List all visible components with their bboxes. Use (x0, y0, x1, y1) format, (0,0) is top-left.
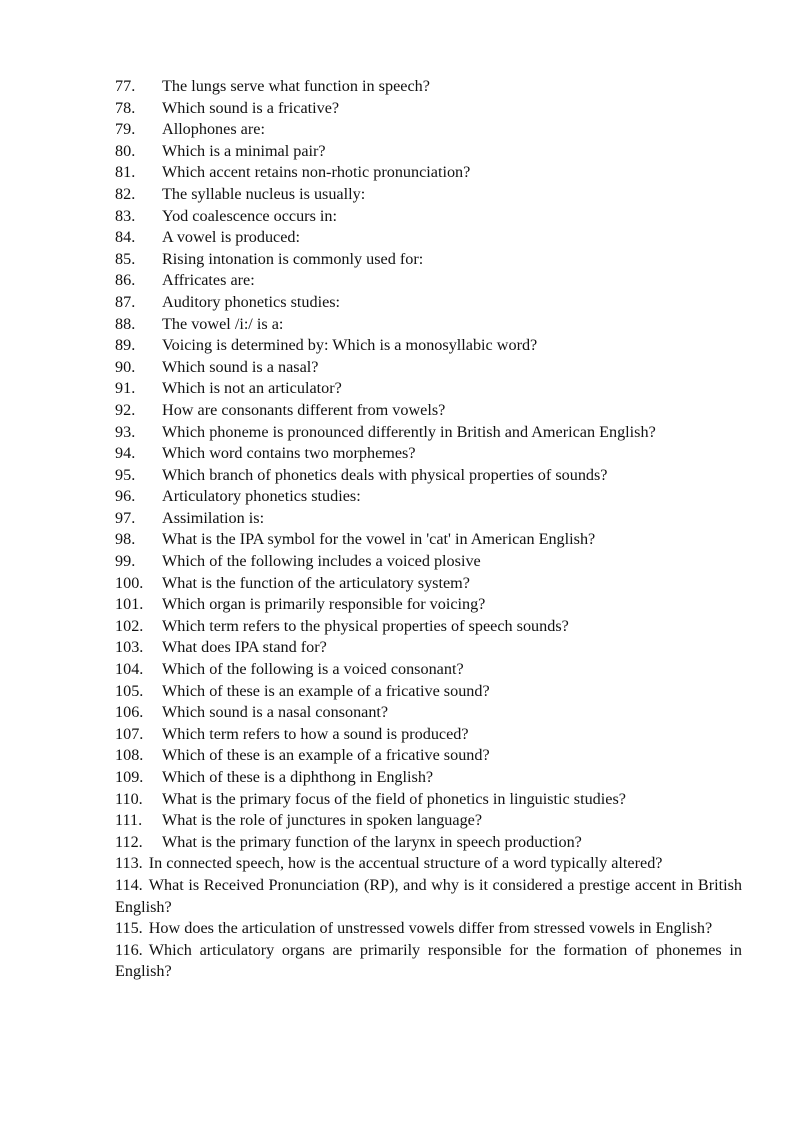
question-text: Which is not an articulator? (162, 379, 342, 398)
question-item (115, 314, 742, 336)
question-number: 108. (115, 746, 144, 765)
question-text: The vowel /i:/ is a: (162, 314, 284, 333)
question-text: Allophones are: (162, 120, 265, 139)
question-item (115, 378, 742, 400)
question-item (115, 357, 742, 379)
question-text: Voicing is determined by: Which is a monosyllabic word? (162, 336, 538, 355)
question-number: 82. (115, 184, 136, 203)
question-number: 90. (115, 357, 136, 376)
question-item (115, 551, 742, 573)
question-item (115, 98, 742, 120)
question-item (115, 918, 742, 940)
question-item (115, 702, 742, 724)
question-number: 88. (115, 314, 136, 333)
question-text: Which of the following includes a voiced plosive (162, 552, 481, 571)
question-number: 78. (115, 98, 136, 117)
question-item (115, 853, 742, 875)
question-text: What is the function of the articulatory system? (162, 573, 470, 592)
question-text: The lungs serve what function in speech? (162, 77, 430, 95)
question-number: 92. (115, 400, 136, 419)
question-text: What is Received Pronunciation (RP), and why is it considered a prestige accent in British English? (115, 875, 742, 916)
question-number: 83. (115, 206, 136, 225)
question-number: 91. (115, 379, 136, 398)
question-text: Which branch of phonetics deals with physical properties of sounds? (162, 465, 608, 484)
question-number: 106. (115, 703, 144, 722)
question-text: Which sound is a fricative? (162, 98, 340, 117)
question-text: Auditory phonetics studies: (162, 292, 341, 311)
question-item (115, 292, 742, 314)
question-text: Which sound is a nasal? (162, 357, 319, 376)
question-number: 113. (115, 854, 143, 873)
question-number: 102. (115, 616, 144, 635)
question-text: Yod coalescence occurs in: (162, 206, 338, 225)
question-list (115, 76, 742, 983)
question-item (115, 465, 742, 487)
question-number: 77. (115, 77, 136, 95)
question-item (115, 940, 742, 983)
question-number: 104. (115, 660, 144, 679)
question-number: 80. (115, 141, 136, 160)
question-text: Which phoneme is pronounced differently in British and American English? (162, 422, 656, 441)
question-text: Which articulatory organs are primarily responsible for the formation of phonemes in English? (115, 940, 742, 981)
question-text: Which is a minimal pair? (162, 141, 326, 160)
question-number: 79. (115, 120, 136, 139)
question-number: 93. (115, 422, 136, 441)
question-text: How are consonants different from vowels? (162, 400, 446, 419)
question-number: 115. (115, 919, 143, 938)
question-text: What does IPA stand for? (162, 638, 327, 657)
question-item (115, 594, 742, 616)
question-number: 114. (115, 875, 143, 894)
question-item (115, 270, 742, 292)
question-text: Which of these is an example of a fricative sound? (162, 681, 490, 700)
question-number: 97. (115, 508, 136, 527)
question-text: What is the role of junctures in spoken language? (162, 811, 483, 830)
question-text: Which term refers to the physical properties of speech sounds? (162, 616, 569, 635)
question-number: 112. (115, 832, 143, 851)
question-text: Articulatory phonetics studies: (162, 487, 361, 506)
question-item (115, 400, 742, 422)
question-item (115, 162, 742, 184)
question-item (115, 422, 742, 444)
question-number: 109. (115, 768, 144, 786)
question-text: Which of the following is a voiced consonant? (162, 660, 464, 679)
question-number: 111. (115, 811, 143, 830)
question-text: What is the primary focus of the field of phonetics in linguistic studies? (162, 789, 626, 808)
question-text: Which of these is a diphthong in English? (162, 768, 434, 786)
question-number: 89. (115, 336, 136, 355)
question-item (115, 486, 742, 508)
question-number: 86. (115, 271, 136, 290)
question-item (115, 206, 742, 228)
question-text: Which of these is an example of a fricative sound? (162, 746, 490, 765)
document-page (115, 76, 742, 983)
question-text: Affricates are: (162, 271, 255, 290)
question-item (115, 724, 742, 746)
question-item (115, 443, 742, 465)
question-text: Which term refers to how a sound is produced? (162, 724, 469, 743)
question-item (115, 810, 742, 832)
question-text: Which organ is primarily responsible for voicing? (162, 595, 486, 614)
question-item (115, 141, 742, 163)
question-number: 95. (115, 465, 136, 484)
question-item (115, 832, 742, 854)
question-number: 94. (115, 444, 136, 463)
question-text: The syllable nucleus is usually: (162, 184, 366, 203)
question-number: 98. (115, 530, 136, 549)
question-number: 110. (115, 789, 143, 808)
question-item (115, 767, 742, 789)
question-item (115, 508, 742, 530)
question-item (115, 227, 742, 249)
question-number: 107. (115, 724, 144, 743)
question-item (115, 637, 742, 659)
question-number: 116. (115, 940, 143, 959)
question-item (115, 789, 742, 811)
question-item (115, 529, 742, 551)
question-text: What is the IPA symbol for the vowel in 'cat' in American English? (162, 530, 596, 549)
question-number: 84. (115, 228, 136, 247)
question-item (115, 249, 742, 271)
question-text: Which sound is a nasal consonant? (162, 703, 389, 722)
question-text: Which word contains two morphemes? (162, 444, 416, 463)
question-number: 96. (115, 487, 136, 506)
question-item (115, 335, 742, 357)
question-item (115, 659, 742, 681)
question-number: 99. (115, 552, 136, 571)
question-item (115, 119, 742, 141)
question-number: 81. (115, 163, 136, 182)
question-number: 87. (115, 292, 136, 311)
question-number: 103. (115, 638, 144, 657)
question-number: 105. (115, 681, 144, 700)
question-number: 85. (115, 249, 136, 268)
question-number: 100. (115, 573, 144, 592)
question-item (115, 875, 742, 918)
question-item (115, 76, 742, 98)
question-item (115, 681, 742, 703)
question-text: In connected speech, how is the accentual structure of a word typically altered? (148, 854, 663, 873)
question-number: 101. (115, 595, 144, 614)
question-item (115, 184, 742, 206)
question-text: Rising intonation is commonly used for: (162, 249, 424, 268)
question-item (115, 616, 742, 638)
question-text: Which accent retains non-rhotic pronunciation? (162, 163, 471, 182)
question-text: Assimilation is: (162, 508, 265, 527)
question-item (115, 745, 742, 767)
question-text: What is the primary function of the larynx in speech production? (162, 832, 582, 851)
question-text: How does the articulation of unstressed vowels differ from stressed vowels in English? (148, 919, 713, 938)
question-item (115, 573, 742, 595)
question-text: A vowel is produced: (162, 228, 301, 247)
